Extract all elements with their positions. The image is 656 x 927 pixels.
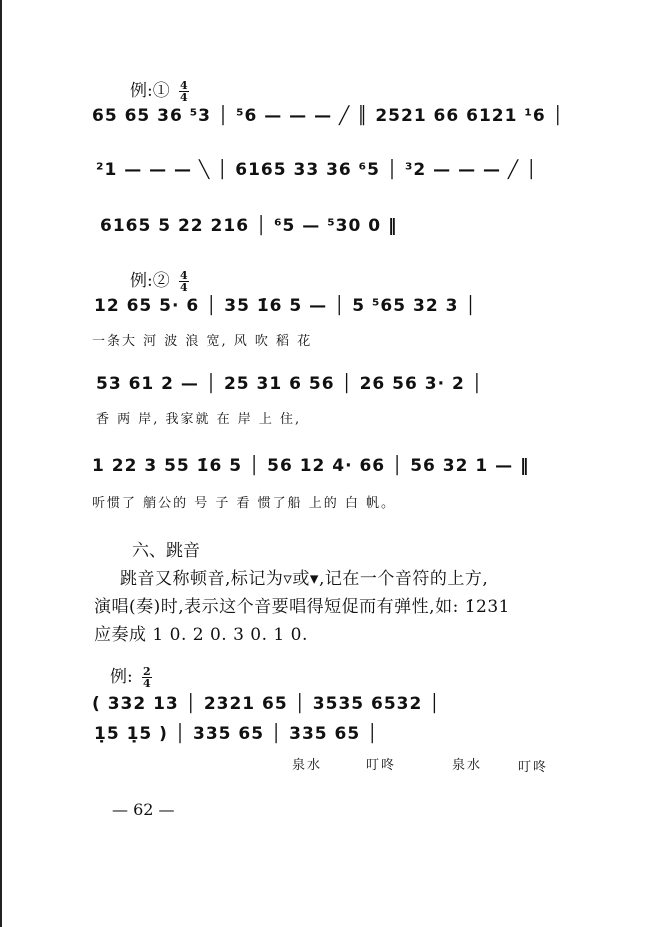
meter-bottom: 4 xyxy=(180,281,188,294)
example3-meter xyxy=(142,666,152,689)
meter-bottom: 4 xyxy=(143,677,151,690)
example2-score-2: 53 61 2 — │ 25 31 6 56 │ 26 56 3· 2 │ xyxy=(96,374,483,394)
paragraph-line-2: 演唱(奏)时,表示这个音要唱得短促而有弹性,如: 1̇231 xyxy=(94,597,510,617)
example1-header xyxy=(130,76,189,103)
example3-header xyxy=(110,662,152,689)
example2-score-3: 1 22 3 55 1̇6 5 │ 56 12 4· 66 │ 56 32 1 — ‖ xyxy=(92,456,530,476)
example2-score-1: 12 65 5· 6 │ 35 1̇6 5 — │ 5 ⁵65 32 3 │ xyxy=(94,296,477,316)
paragraph-line-3: 应奏成 1 0. 2 0. 3 0. 1 0. xyxy=(94,625,308,645)
scan-edge-left xyxy=(0,0,2,927)
example3-lower-staff: 1̣5 1̣5 ) │ 335 65 │ 335 65 │ xyxy=(94,724,379,744)
example1-line-3: 6165 5 22 216 │ ⁶5 — ⁵30 0 ‖ xyxy=(100,216,398,236)
example1-line-1: 65 65 36 ⁵3 │ ⁵6 — — — ╱ ║ 2521 66 6121 ¹6 │ xyxy=(92,106,564,126)
example2-lyric-2: 香 两 岸, 我家就 在 岸 上 住, xyxy=(96,412,302,427)
example2-label: 例:② xyxy=(130,271,170,291)
meter-top: 4 xyxy=(180,79,188,92)
example3-upper-staff: ( 332 13 │ 2321 65 │ 3535 6532 │ xyxy=(92,694,441,714)
example1-line-2: ²1 — — — ╲ │ 6165 33 36 ⁶5 │ ³2 — — — ╱ │ xyxy=(96,160,538,180)
meter-top: 2 xyxy=(143,665,151,678)
example3-lyric-3: 泉水 xyxy=(452,758,483,773)
example2-meter xyxy=(179,270,189,293)
example2-header xyxy=(130,266,189,293)
example1-meter xyxy=(179,80,189,103)
page-number: — 62 — xyxy=(112,800,175,819)
paragraph-line-1: 跳音又称顿音,标记为▿或▾,记在一个音符的上方, xyxy=(120,569,489,589)
meter-bottom: 4 xyxy=(180,91,188,104)
example1-label: 例:① xyxy=(130,81,170,101)
section-heading: 六、跳音 xyxy=(132,541,200,561)
meter-top: 4 xyxy=(180,269,188,282)
example2-lyric-1: 一条大 河 波 浪 宽, 风 吹 稻 花 xyxy=(92,334,313,349)
example3-lyric-4: 叮咚 xyxy=(518,760,549,775)
example3-label: 例: xyxy=(110,667,133,687)
example3-lyric-1: 泉水 xyxy=(292,758,323,773)
example2-lyric-3: 听惯了 艄公的 号 子 看 惯了船 上的 白 帆。 xyxy=(92,496,397,511)
example3-lyric-2: 叮咚 xyxy=(366,758,397,773)
